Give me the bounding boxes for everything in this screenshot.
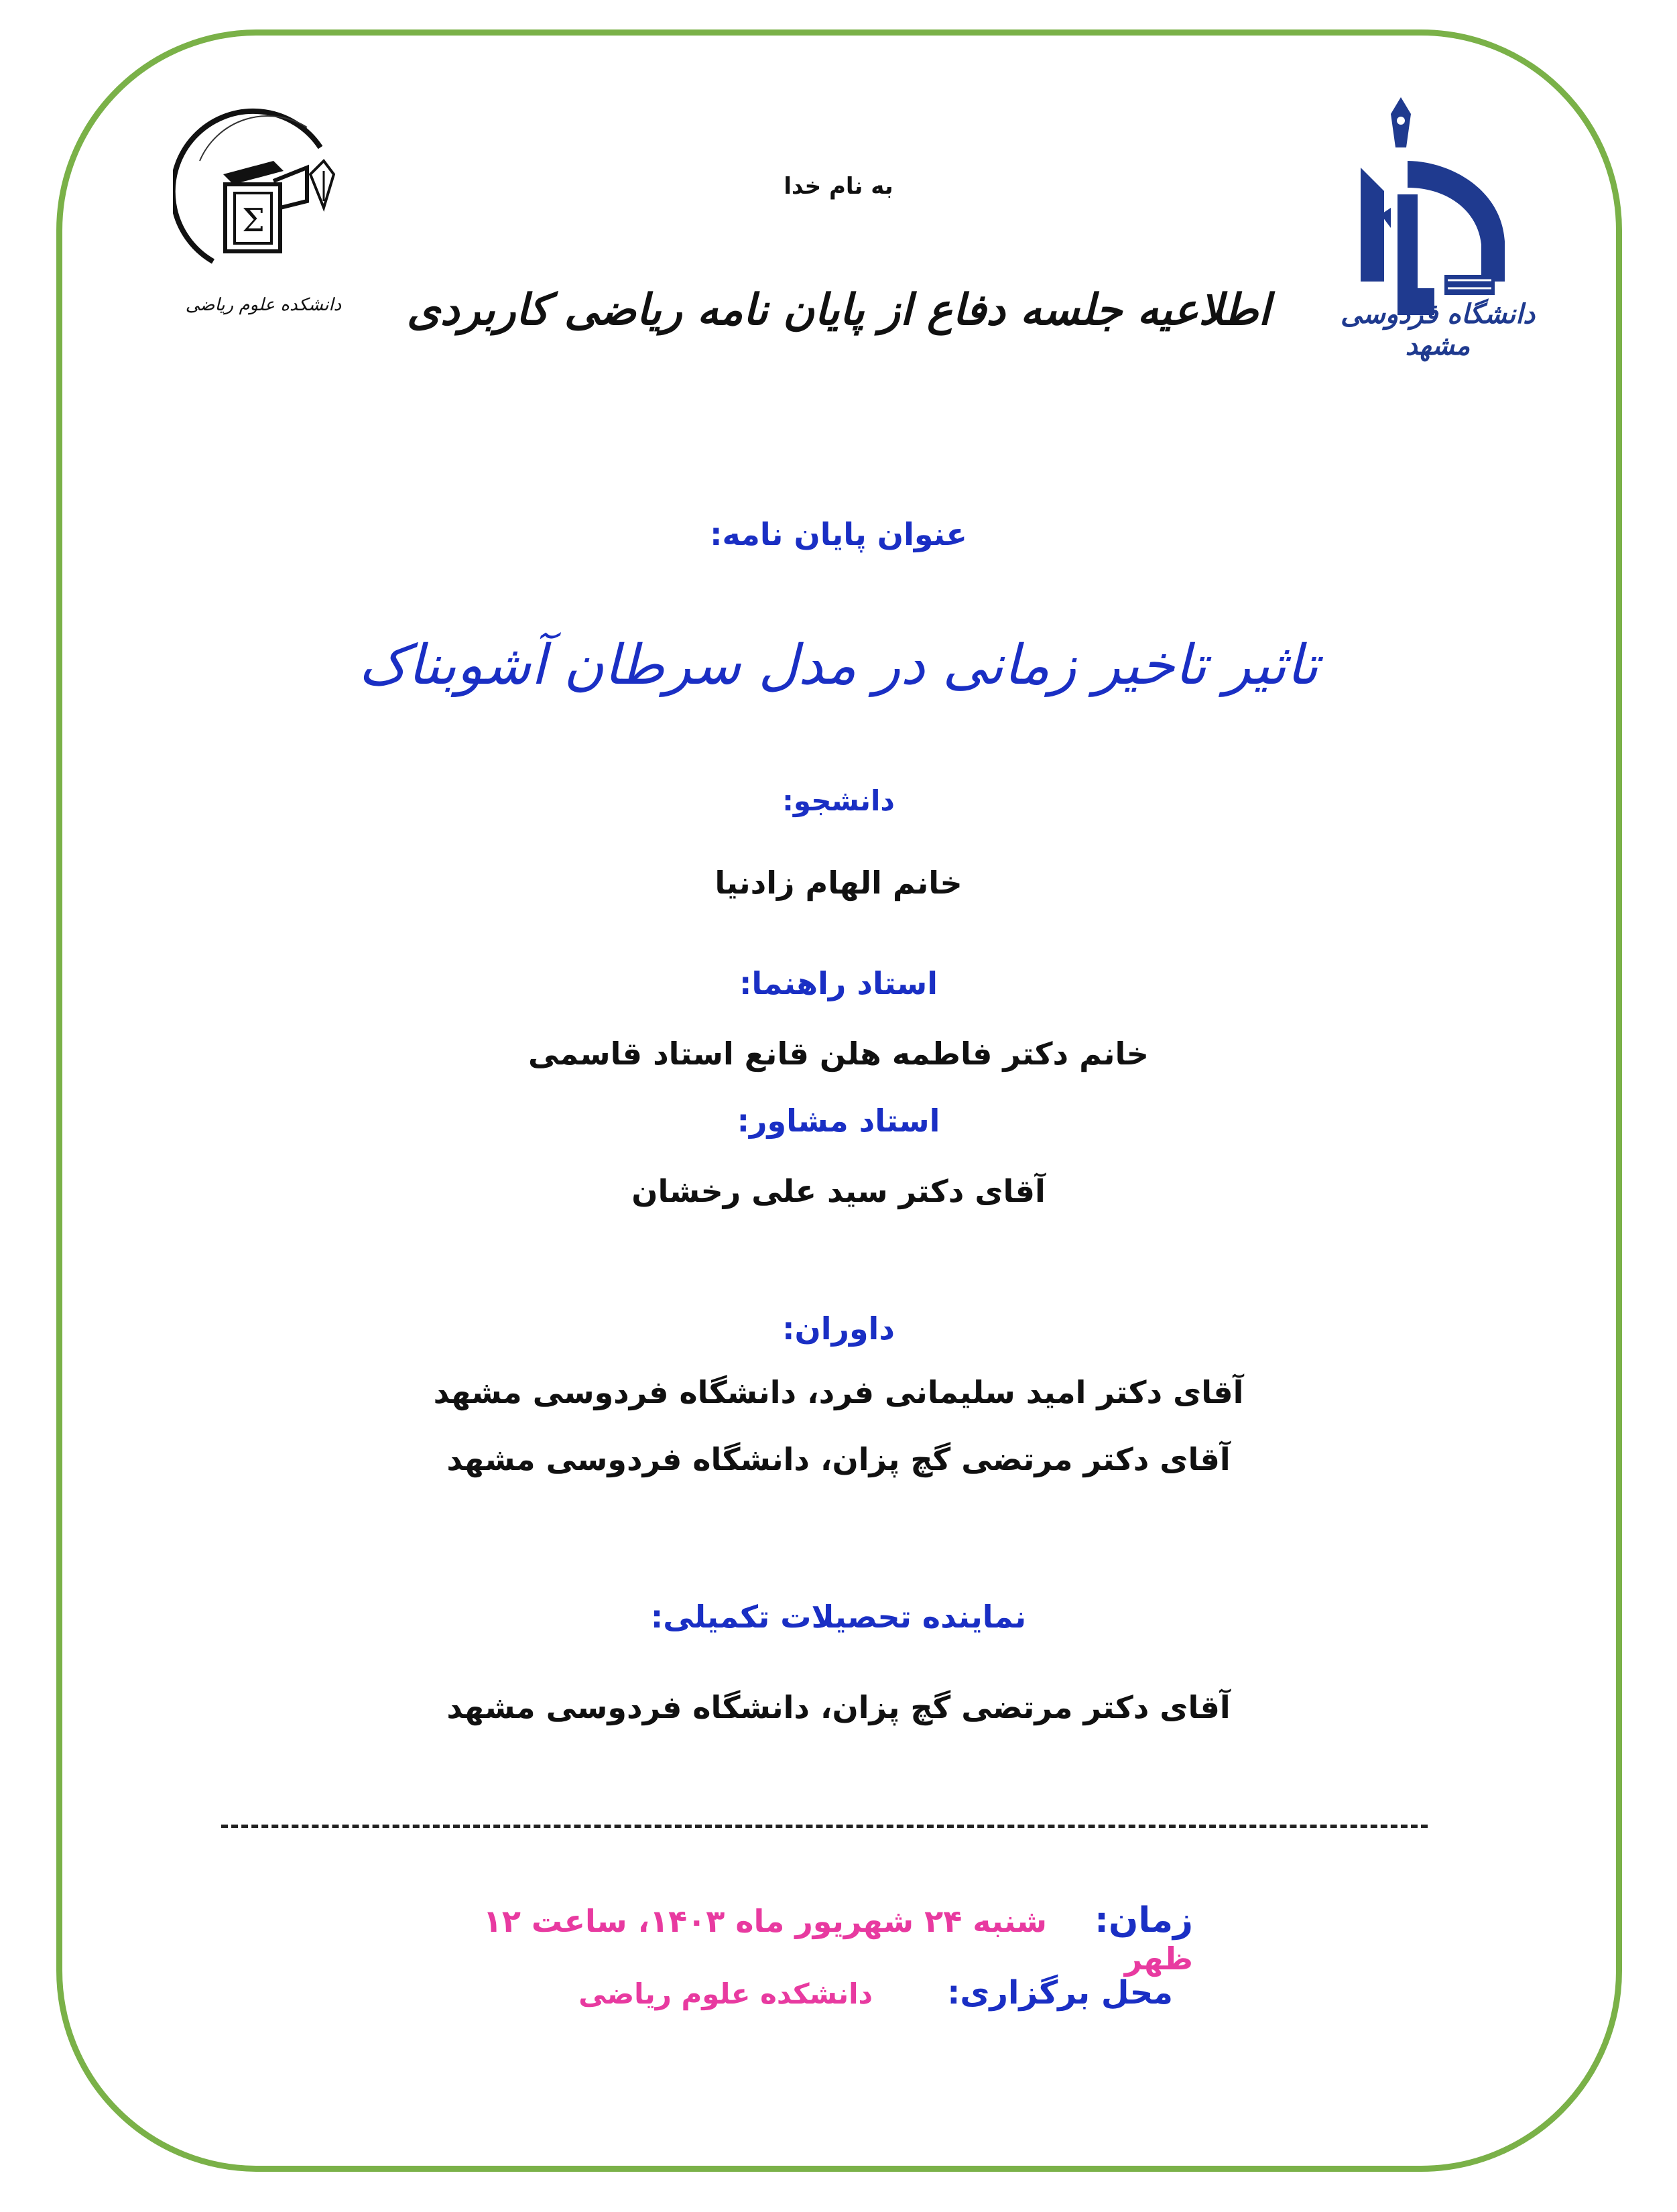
faculty-logo-caption: دانشکده علوم ریاضی (185, 295, 342, 315)
thesis-title: تاثیر تاخیر زمانی در مدل سرطان آشوبناک (358, 633, 1319, 697)
representative-name: آقای دکتر مرتضی گچ پزان، دانشگاه فردوسی مشهد (446, 1689, 1231, 1725)
advisor-name: آقای دکتر سید علی رخشان (631, 1173, 1046, 1209)
representative-label: نماینده تحصیلات تکمیلی: (650, 1599, 1027, 1635)
time-value: شنبه ۲۴ شهریور ماه ۱۴۰۳، ساعت ۱۲ ظهر (483, 1903, 1193, 1977)
referee-item: آقای دکتر مرتضی گچ پزان، دانشگاه فردوسی مشهد (446, 1441, 1231, 1477)
place-row (570, 1974, 1173, 2012)
bismillah: به نام خدا (784, 173, 893, 200)
supervisor-name: خانم دکتر فاطمه هلن قانع استاد قاسمی (528, 1036, 1149, 1072)
referee-item: آقای دکتر امید سلیمانی فرد، دانشگاه فردوسی مشهد (433, 1374, 1244, 1410)
place-label: محل برگزاری: (947, 1974, 1173, 2012)
thesis-label: عنوان پایان نامه: (710, 516, 967, 552)
time-label: زمان: (1095, 1900, 1193, 1941)
page-title: اطلاعیه جلسه دفاع از پایان نامه ریاضی کاربردی (406, 285, 1271, 335)
svg-text:Σ: Σ (242, 202, 265, 239)
supervisor-label: استاد راهنما: (739, 965, 938, 1001)
student-name: خانم الهام زادنیا (715, 865, 962, 901)
divider (221, 1825, 1428, 1828)
student-label: دانشجو: (782, 784, 895, 817)
advisor-label: استاد مشاور: (737, 1103, 940, 1139)
time-row (456, 1900, 1193, 1977)
university-logo-caption: دانشگاه فردوسی مشهد (1340, 298, 1536, 361)
place-value: دانشکده علوم ریاضی (578, 1977, 873, 2010)
referees-label: داوران: (782, 1310, 895, 1347)
